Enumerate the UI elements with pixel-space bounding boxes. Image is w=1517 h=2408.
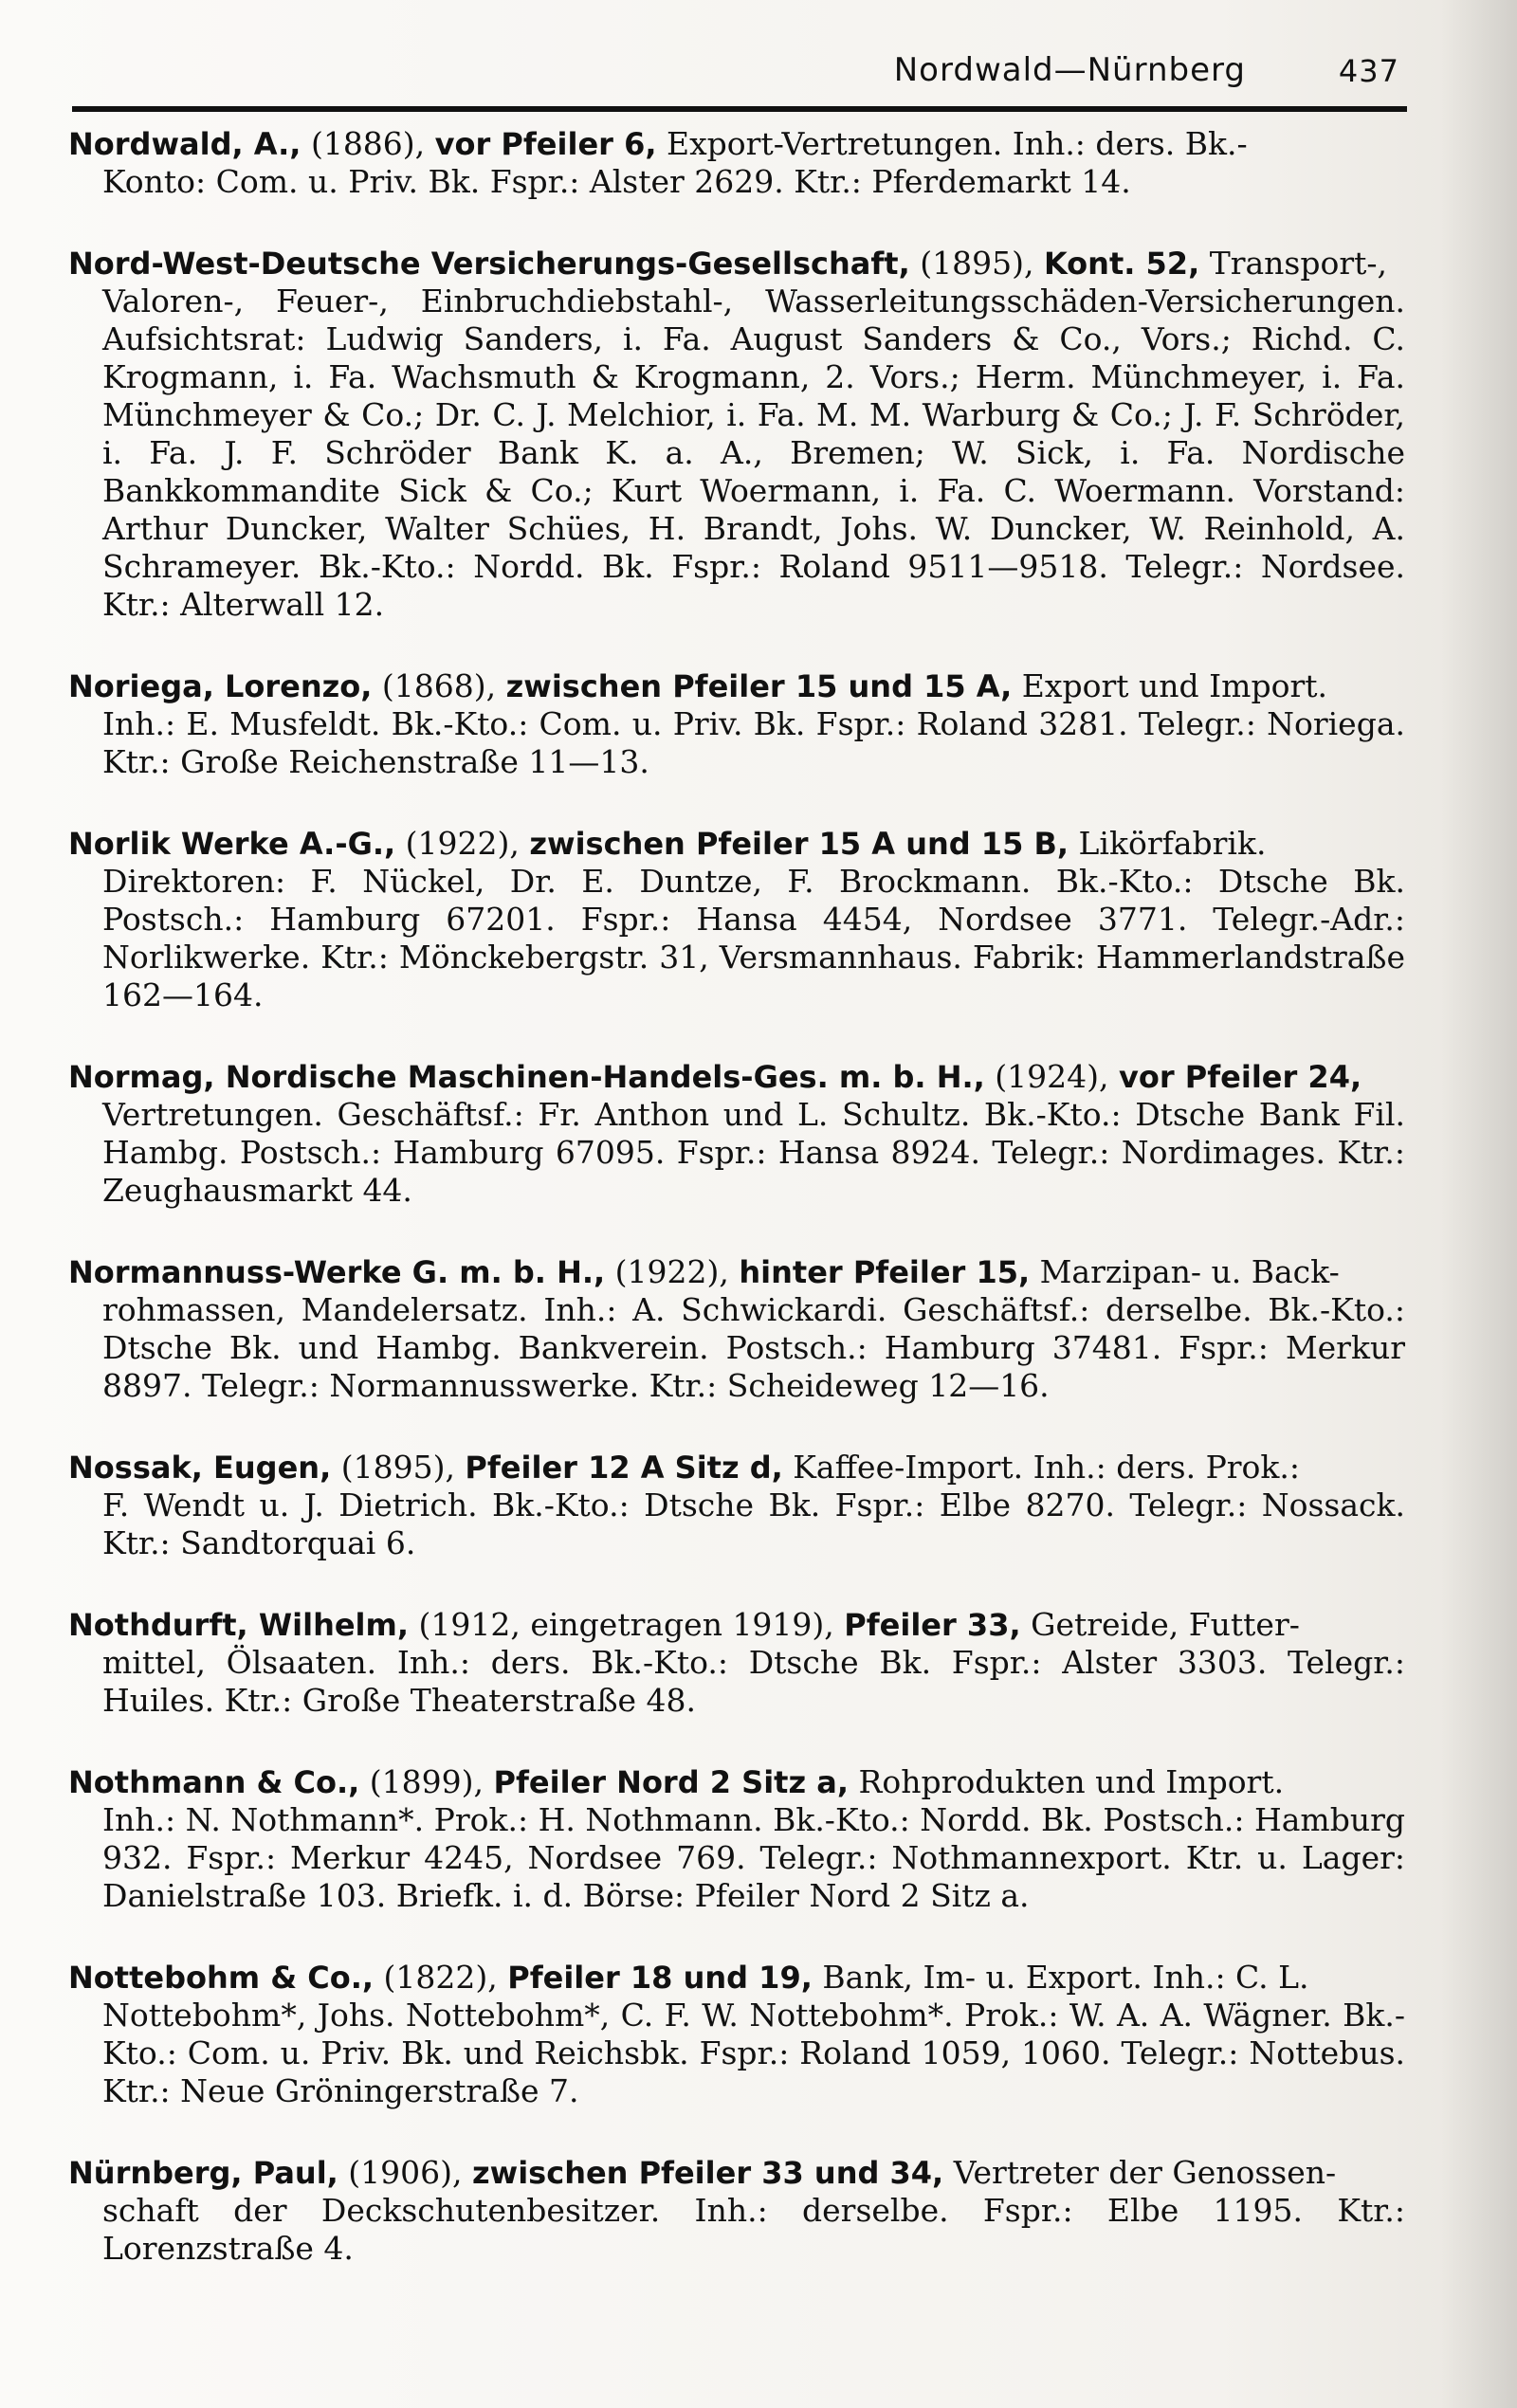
entry-name: Noriega, Lorenzo, [68, 668, 373, 704]
entry-first-line: Marzipan- u. Back- [1030, 1253, 1340, 1290]
entry-name: Nottebohm & Co., [68, 1960, 375, 1996]
entry-continuation: Valoren-, Feuer-, Einbruchdiebstahl-, Wasserleitungsschäden-Versicherungen. Aufsichtsrat: Ludwig Sanders, i. Fa. August Sanders & Co., Vors.; Richd. C. Krogmann, i. Fa. Wachsmuth & Krogmann, 2. Vors.; Herm. Münchmeyer, i. Fa. Münchmeyer & Co.; Dr. C. J. Melchior, i. Fa. M. M. Warburg & Co.; J. F. Schröder, i. Fa. J. F. Schröder Bank K. a. A., Bremen; W. Sick, i. Fa. Nordische Bankkommandite Sick & Co.; Kurt Woermann, i. Fa. C. Woermann. Vorstand: Arthur Duncker, Walter Schües, H. Brandt, Johs. W. Duncker, W. Reinhold, A. Schrameyer. Bk.-Kto.: Nordd. Bk. Fspr.: Roland 9511—9518. Telegr.: Nordsee. Ktr.: Alterwall 12. [102, 283, 1405, 623]
entry-first-line: Likörfabrik. [1069, 825, 1267, 862]
header-rule [72, 106, 1407, 112]
directory-entry [68, 1959, 1405, 2110]
entry-first-line: Kaffee-Import. Inh.: ders. Prok.: [782, 1449, 1301, 1486]
entry-continuation: Nottebohm*, Johs. Nottebohm*, C. F. W. Nottebohm*. Prok.: W. A. A. Wägner. Bk.-Kto.: Com. u. Priv. Bk. und Reichsbk. Fspr.: Roland 1059, 1060. Telegr.: Nottebus. Ktr.: Neue Gröningerstraße 7. [102, 1997, 1405, 2109]
entry-first-line: Export und Import. [1012, 667, 1327, 704]
directory-entry [68, 2154, 1405, 2268]
entry-year: (1822), [374, 1959, 508, 1996]
entry-location: Pfeiler 33, [844, 1607, 1021, 1643]
page-edge-shadow [1441, 0, 1517, 2408]
running-head: Nordwald—Nürnberg [893, 51, 1246, 89]
directory-entry [68, 1058, 1405, 1210]
entry-name: Normannuss-Werke G. m. b. H., [68, 1254, 606, 1290]
entry-name: Nord-West-Deutsche Versicherungs-Gesellschaft, [68, 246, 910, 282]
entry-first-line: Export-Vertretungen. Inh.: ders. Bk.- [656, 125, 1248, 162]
directory-entry [68, 667, 1405, 781]
entry-location: Pfeiler 18 und 19, [507, 1960, 813, 1996]
entry-year: (1906), [338, 2154, 473, 2191]
entry-first-line: Rohprodukten und Import. [848, 1763, 1285, 1800]
entry-name: Nürnberg, Paul, [68, 2155, 338, 2191]
entry-year: (1868), [372, 667, 506, 704]
directory-entry [68, 245, 1405, 624]
entry-location: Pfeiler Nord 2 Sitz a, [493, 1764, 849, 1800]
entry-location: Pfeiler 12 A Sitz d, [465, 1450, 783, 1486]
entry-continuation: rohmassen, Mandelersatz. Inh.: A. Schwickardi. Geschäftsf.: derselbe. Bk.-Kto.: Dtsche Bk. und Hambg. Bankverein. Postsch.: Hamburg 37481. Fspr.: Merkur 8897. Telegr.: Normannusswerke. Ktr.: Scheideweg 12—16. [102, 1291, 1405, 1404]
entry-first-line: Getreide, Futter- [1020, 1606, 1300, 1643]
entry-year: (1899), [359, 1763, 494, 1800]
entry-first-line: Vertreter der Genossen- [943, 2154, 1337, 2191]
entry-location: vor Pfeiler 24, [1119, 1059, 1362, 1095]
directory-entries [68, 125, 1405, 2311]
entry-continuation: Inh.: E. Musfeldt. Bk.-Kto.: Com. u. Priv. Bk. Fspr.: Roland 3281. Telegr.: Noriega. Ktr.: Große Reichenstraße 11—13. [102, 705, 1405, 780]
directory-entry [68, 125, 1405, 201]
entry-location: vor Pfeiler 6, [434, 126, 657, 162]
directory-entry [68, 1763, 1405, 1915]
directory-entry [68, 825, 1405, 1014]
entry-continuation: Konto: Com. u. Priv. Bk. Fspr.: Alster 2629. Ktr.: Pferdemarkt 14. [102, 163, 1131, 200]
entry-location: zwischen Pfeiler 33 und 34, [472, 2155, 944, 2191]
entry-location: Kont. 52, [1043, 246, 1200, 282]
entry-year: (1912, eingetragen 1919), [409, 1606, 845, 1643]
entry-name: Norlik Werke A.-G., [68, 826, 396, 862]
entry-first-line: Transport-, [1199, 245, 1388, 282]
entry-name: Nothmann & Co., [68, 1764, 360, 1800]
entry-name: Nordwald, A., [68, 126, 302, 162]
entry-name: Normag, Nordische Maschinen-Handels-Ges. m. b. H., [68, 1059, 985, 1095]
entry-continuation: Direktoren: F. Nückel, Dr. E. Duntze, F. Brockmann. Bk.-Kto.: Dtsche Bk. Postsch.: Hamburg 67201. Fspr.: Hansa 4454, Nordsee 3771. Telegr.-Adr.: Norlikwerke. Ktr.: Mönckebergstr. 31, Versmannhaus. Fabrik: Hammerlandstraße 162—164. [102, 863, 1405, 1013]
entry-continuation: Vertretungen. Geschäftsf.: Fr. Anthon und L. Schultz. Bk.-Kto.: Dtsche Bank Fil. Hambg. Postsch.: Hamburg 67095. Fspr.: Hansa 8924. Telegr.: Nordimages. Ktr.: Zeughausmarkt 44. [102, 1096, 1405, 1209]
page-header [72, 49, 1407, 106]
entry-name: Nossak, Eugen, [68, 1450, 332, 1486]
entry-first-line: Bank, Im- u. Export. Inh.: C. L. [812, 1959, 1309, 1996]
page-number: 437 [1338, 53, 1399, 89]
directory-entry [68, 1253, 1405, 1405]
directory-entry [68, 1606, 1405, 1720]
entry-year: (1922), [605, 1253, 740, 1290]
entry-year: (1895), [331, 1449, 466, 1486]
entry-continuation: F. Wendt u. J. Dietrich. Bk.-Kto.: Dtsche Bk. Fspr.: Elbe 8270. Telegr.: Nossack. Ktr.: Sandtorquai 6. [102, 1487, 1405, 1561]
entry-year: (1886), [301, 125, 435, 162]
entry-year: (1895), [909, 245, 1044, 282]
entry-continuation: schaft der Deckschutenbesitzer. Inh.: derselbe. Fspr.: Elbe 1195. Ktr.: Lorenzstraße 4. [102, 2192, 1405, 2267]
entry-location: zwischen Pfeiler 15 A und 15 B, [529, 826, 1069, 862]
entry-continuation: Inh.: N. Nothmann*. Prok.: H. Nothmann. Bk.-Kto.: Nordd. Bk. Postsch.: Hamburg 932. Fspr.: Merkur 4245, Nordsee 769. Telegr.: Nothmannexport. Ktr. u. Lager: Danielstraße 103. Briefk. i. d. Börse: Pfeiler Nord 2 Sitz a. [102, 1801, 1405, 1914]
entry-year: (1922), [395, 825, 530, 862]
entry-year: (1924), [984, 1058, 1120, 1095]
directory-entry [68, 1449, 1405, 1562]
entry-continuation: mittel, Ölsaaten. Inh.: ders. Bk.-Kto.: Dtsche Bk. Fspr.: Alster 3303. Telegr.: Huiles. Ktr.: Große Theaterstraße 48. [102, 1644, 1405, 1719]
entry-location: zwischen Pfeiler 15 und 15 A, [505, 668, 1013, 704]
entry-name: Nothdurft, Wilhelm, [68, 1607, 410, 1643]
entry-location: hinter Pfeiler 15, [739, 1254, 1031, 1290]
